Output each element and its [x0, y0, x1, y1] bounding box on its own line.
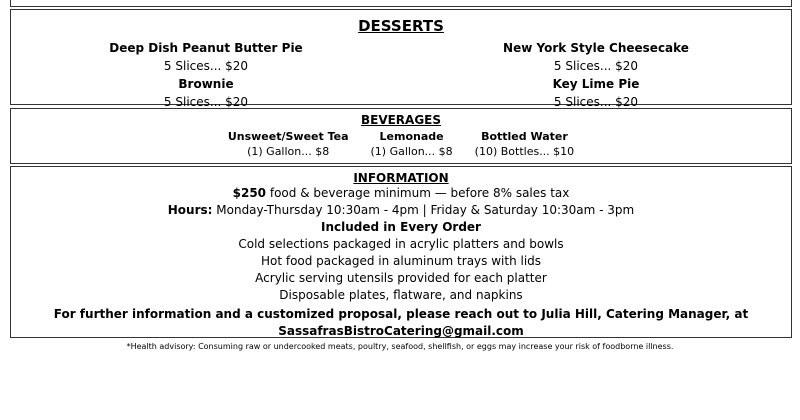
hours-label: Hours:: [167, 203, 213, 217]
desserts-section: [10, 9, 792, 109]
beverage-item: [371, 129, 453, 159]
desserts-left-column: [11, 39, 401, 111]
hours-text: Monday-Thursday 10:30am - 4pm | Friday & Saturday 10:30am - 3pm: [216, 203, 635, 217]
beverage-item: [475, 129, 575, 159]
included-title: Included in Every Order: [321, 220, 481, 234]
minimum-line: [11, 185, 791, 202]
dessert-price: 5 Slices... $20: [553, 95, 639, 109]
beverage-name: Unsweet/Sweet Tea: [227, 130, 349, 143]
beverage-name: Bottled Water: [481, 130, 568, 143]
information-title: INFORMATION: [353, 171, 449, 185]
health-advisory: *Health advisory: Consuming raw or undercooked meats, poultry, seafood, shellfish, or eggs may increase your risk of foodborne illness.: [126, 342, 674, 351]
beverage-price: (1) Gallon... $8: [370, 145, 453, 158]
dessert-name: New York Style Cheesecake: [503, 41, 689, 55]
dessert-price: 5 Slices... $20: [163, 95, 249, 109]
dessert-name: Deep Dish Peanut Butter Pie: [109, 41, 303, 55]
beverages-section: [10, 108, 792, 164]
contact-text: For further information and a customized proposal, please reach out to Julia Hill, Catering Manager, at SassafrasBistroCatering@gmail.com: [53, 307, 749, 338]
minimum-amount: $250: [232, 186, 267, 200]
desserts-right-column: [401, 39, 791, 111]
previous-section-fragment: [10, 0, 792, 7]
included-item: Disposable plates, flatware, and napkins: [279, 288, 523, 302]
beverage-item: [228, 129, 349, 159]
beverage-name: Lemonade: [379, 130, 444, 143]
information-section: [10, 166, 792, 338]
included-item: Acrylic serving utensils provided for each platter: [255, 271, 547, 285]
included-item: Hot food packaged in aluminum trays with lids: [260, 254, 542, 268]
dessert-name: Brownie: [178, 77, 234, 91]
minimum-text: food & beverage minimum — before 8% sales tax: [269, 186, 570, 200]
beverage-price: (1) Gallon... $8: [247, 145, 330, 158]
beverage-price: (10) Bottles... $10: [474, 145, 575, 158]
dessert-name: Key Lime Pie: [552, 77, 640, 91]
dessert-price: 5 Slices... $20: [553, 59, 639, 73]
desserts-title: DESSERTS: [358, 17, 444, 35]
hours-line: [11, 202, 791, 219]
beverages-title: BEVERAGES: [360, 113, 442, 127]
included-item: Cold selections packaged in acrylic platters and bowls: [238, 237, 564, 251]
dessert-price: 5 Slices... $20: [163, 59, 249, 73]
